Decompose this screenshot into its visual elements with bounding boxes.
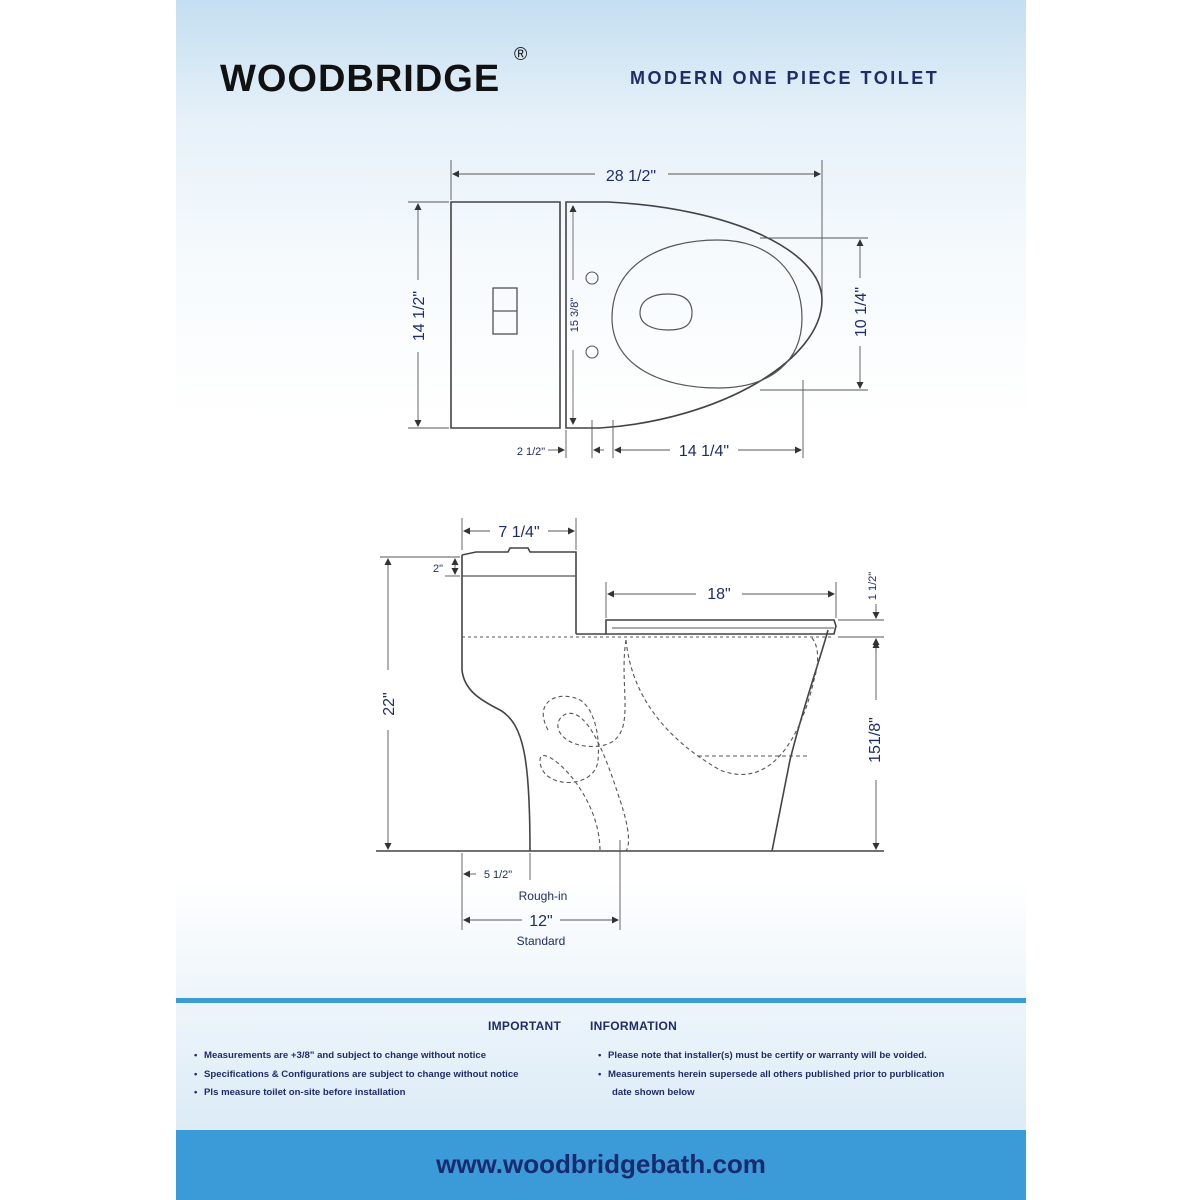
dim-seat-length: 18"	[707, 586, 731, 603]
list-item: • Pls measure toilet on-site before installation	[194, 1084, 519, 1103]
info-divider	[176, 998, 1026, 1003]
bullet-icon: •	[194, 1087, 198, 1098]
dim-bolt-offset: 2 1/2"	[516, 446, 546, 458]
dim-bowl-length: 14 1/4"	[678, 443, 730, 460]
top-view	[408, 160, 868, 458]
notes-right	[598, 1047, 944, 1103]
bullet-icon: •	[598, 1050, 602, 1061]
info-heading-information: INFORMATION	[590, 1019, 678, 1033]
list-item: • Please note that installer(s) must be certify or warranty will be voided.	[598, 1047, 944, 1066]
bullet-icon: •	[194, 1050, 198, 1061]
spec-sheet	[176, 0, 1026, 1200]
dim-bowl-height: 151/8"	[867, 717, 884, 763]
rough-in-label: Rough-in	[518, 889, 568, 903]
list-item: • Measurements are +3/8" and subject to change without notice	[194, 1047, 519, 1066]
dim-overall-width: 14 1/2"	[411, 290, 428, 342]
dim-tank-width: 15 3/8"	[569, 297, 581, 333]
bullet-icon: •	[598, 1068, 602, 1080]
rough-in-note: Standard	[516, 934, 566, 948]
dim-seat-width: 10 1/4"	[853, 286, 870, 338]
info-heading-important: IMPORTANT	[488, 1019, 562, 1033]
website-url: www.woodbridgebath.com	[436, 1149, 766, 1179]
dim-rough-in: 12"	[529, 913, 553, 930]
toilet-dimension-drawing	[176, 0, 1026, 1000]
dim-tank-depth: 7 1/4"	[498, 524, 540, 541]
notes-left	[194, 1047, 519, 1103]
brand-logo: WOODBRIDGE	[220, 58, 501, 100]
dim-overall-length: 28 1/2"	[605, 168, 657, 185]
bullet-icon: •	[194, 1068, 198, 1080]
list-item-continuation: date shown below	[612, 1087, 695, 1098]
list-item: • Measurements herein supersede all others published prior to purblication	[598, 1066, 944, 1085]
side-view	[376, 518, 884, 930]
dim-overall-height: 22"	[381, 692, 398, 716]
dim-tank-top: 2"	[432, 563, 444, 575]
registered-mark: ®	[514, 44, 528, 64]
list-item: • Specifications & Configurations are subject to change without notice	[194, 1066, 519, 1085]
dim-trap-offset: 5 1/2"	[483, 869, 513, 881]
product-title: MODERN ONE PIECE TOILET	[630, 68, 940, 88]
dim-seat-thickness: 1 1/2"	[867, 571, 879, 601]
